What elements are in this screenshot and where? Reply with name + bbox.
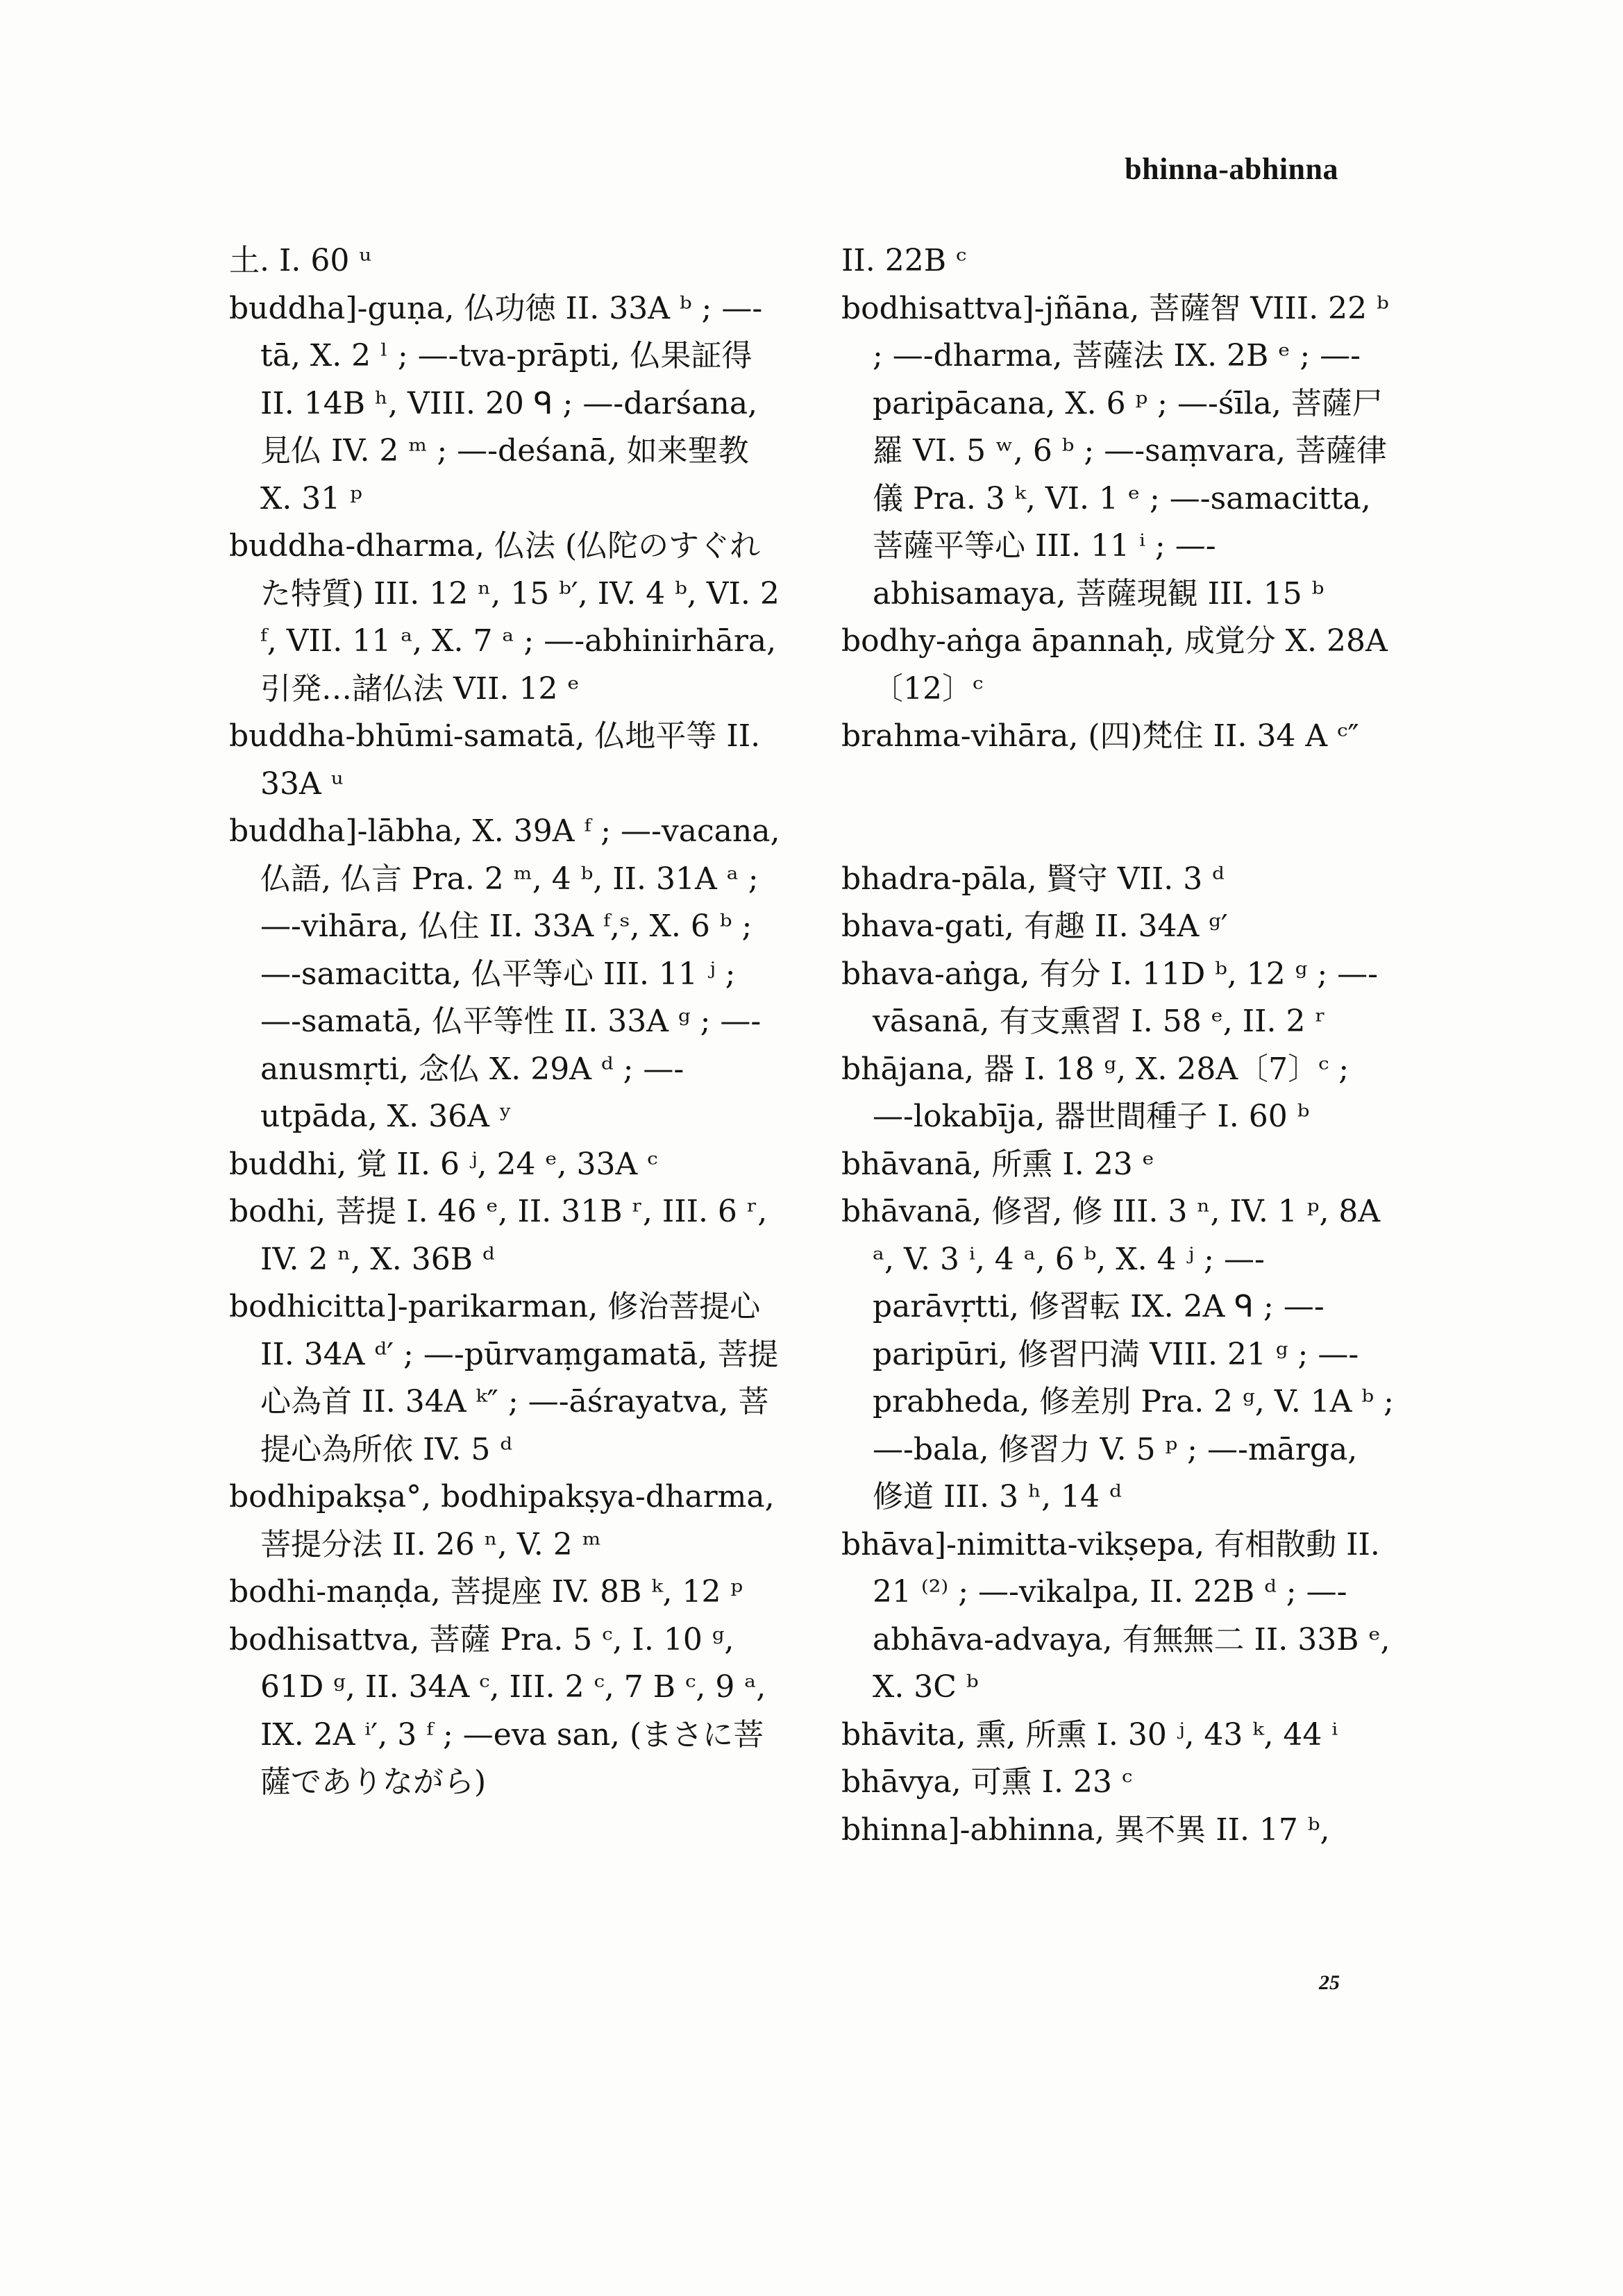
index-entry: bhāvya, 可熏 I. 23 ᶜ <box>841 1764 1133 1800</box>
index-entry: bhājana, 器 I. 18 ᵍ, X. 28A〔7〕ᶜ ; —-lokabīja, 器世間種子 I. 60 ᵇ <box>841 1051 1349 1134</box>
index-entry: 土. I. 60 ᵘ <box>229 243 371 278</box>
index-entry: buddha-bhūmi-samatā, 仏地平等 II. 33A ᵘ <box>229 718 761 802</box>
index-entry: brahma-vihāra, (四)梵住 II. 34 A ᶜ″ <box>841 718 1359 754</box>
index-entry: buddha-dharma, 仏法 (仏陀のすぐれた特質) III. 12 ⁿ, 15 ᵇ′, IV. 4 ᵇ, VI. 2 ᶠ, VII. 11 ᵃ, X. 7 ᵃ ; —-abhinirhāra, 引発…諸仏法 VII. 12 ᵉ <box>229 528 780 707</box>
index-entry: bhāva]-nimitta-vikṣepa, 有相散動 II. 21 ⁽²⁾ ; —-vikalpa, II. 22B ᵈ ; —-abhāva-advaya, 有無無二 II. 33B ᵉ, X. 3C ᵇ <box>841 1526 1390 1705</box>
index-entry: bodhy-aṅga āpannaḥ, 成覚分 X. 28A〔12〕ᶜ <box>841 623 1388 707</box>
index-entry: bhāvita, 熏, 所熏 I. 30 ʲ, 43 ᵏ, 44 ⁱ <box>841 1716 1338 1753</box>
index-entry: bodhi, 菩提 I. 46 ᵉ, II. 31B ʳ, III. 6 ʳ, IV. 2 ⁿ, X. 36B ᵈ <box>229 1194 768 1277</box>
index-entry: bodhicitta]-parikarman, 修治菩提心 II. 34A ᵈ′ ; —-pūrvaṃgamatā, 菩提心為首 II. 34A ᵏ″ ; —-āśrayatva, 菩提心為所依 IV. 5 ᵈ <box>229 1289 779 1467</box>
index-entry: bodhi-maṇḍa, 菩提座 IV. 8B ᵏ, 12 ᵖ <box>229 1574 743 1610</box>
index-entry: bodhisattva, 菩薩 Pra. 5 ᶜ, I. 10 ᵍ, 61D ᵍ, II. 34A ᶜ, III. 2 ᶜ, 7 B ᶜ, 9 ᵃ, IX. 2A ⁱ′, 3 ᶠ ; —eva san, (まさに菩薩でありながら) <box>229 1621 766 1800</box>
index-entry: bhava-gati, 有趣 II. 34A ᵍ′ <box>841 909 1228 944</box>
index-entry: buddha]-lābha, X. 39A ᶠ ; —-vacana, 仏語, 仏言 Pra. 2 ᵐ, 4 ᵇ, II. 31A ᵃ ; —-vihāra, 仏住 II. 33A ᶠ,ˢ, X. 6 ᵇ ; —-samacitta, 仏平等心 III. 11 ʲ ; —-samatā, 仏平等性 II. 33A ᵍ ; —-anusmṛti, 念仏 X. 29A ᵈ ; —-utpāda, X. 36A ʸ <box>229 813 780 1134</box>
index-entry: buddhi, 覚 II. 6 ʲ, 24 ᵉ, 33A ᶜ <box>229 1146 658 1182</box>
index-entry: bhinna]-abhinna, 異不異 II. 17 ᵇ, <box>841 1812 1330 1848</box>
index-entry: bhāvanā, 修習, 修 III. 3 ⁿ, IV. 1 ᵖ, 8A ᵃ, V. 3 ⁱ, 4 ᵃ, 6 ᵇ, X. 4 ʲ ; —-parāvṛtti, 修習転 IX. 2A ᑫ ; —-paripūri, 修習円満 VIII. 21 ᵍ ; —-prabheda, 修差別 Pra. 2 ᵍ, V. 1A ᵇ ; —-bala, 修習力 V. 5 ᵖ ; —-mārga, 修道 III. 3 ʰ, 14 ᵈ <box>841 1194 1394 1514</box>
index-entry: bhadra-pāla, 賢守 VII. 3 ᵈ <box>841 861 1225 897</box>
index-entry: bodhisattva]-jñāna, 菩薩智 VIII. 22 ᵇ ; —-dharma, 菩薩法 IX. 2B ᵉ ; —-paripācana, X. 6 ᵖ ; —-śīla, 菩薩尸羅 VI. 5 ʷ, 6 ᵇ ; —-saṃvara, 菩薩律儀 Pra. 3 ᵏ, VI. 1 ᵉ ; —-samacitta, 菩薩平等心 III. 11 ⁱ ; —-abhisamaya, 菩薩現観 III. 15 ᵇ <box>841 290 1389 611</box>
index-column-left <box>229 237 784 1807</box>
page-number: 25 <box>1319 1971 1340 1994</box>
running-head: bhinna-abhinna <box>1125 152 1338 186</box>
index-entry: bodhipakṣa°, bodhipakṣya-dharma, 菩提分法 II. 26 ⁿ, V. 2 ᵐ <box>229 1479 775 1562</box>
section-gap <box>841 761 1397 856</box>
index-column-right <box>841 237 1397 1854</box>
index-entry: bhāvanā, 所熏 I. 23 ᵉ <box>841 1146 1154 1182</box>
index-entry: bhava-aṅga, 有分 I. 11D ᵇ, 12 ᵍ ; —-vāsanā, 有支熏習 I. 58 ᵉ, II. 2 ʳ <box>841 956 1379 1039</box>
index-entry: buddha]-guṇa, 仏功徳 II. 33A ᵇ ; —-tā, X. 2 ˡ ; —-tva-prāpti, 仏果証得 II. 14B ʰ, VIII. 20 ᑫ ; —-darśana, 見仏 IV. 2 ᵐ ; —-deśanā, 如来聖教 X. 31 ᵖ <box>229 290 763 516</box>
index-entry: II. 22B ᶜ <box>841 243 967 278</box>
